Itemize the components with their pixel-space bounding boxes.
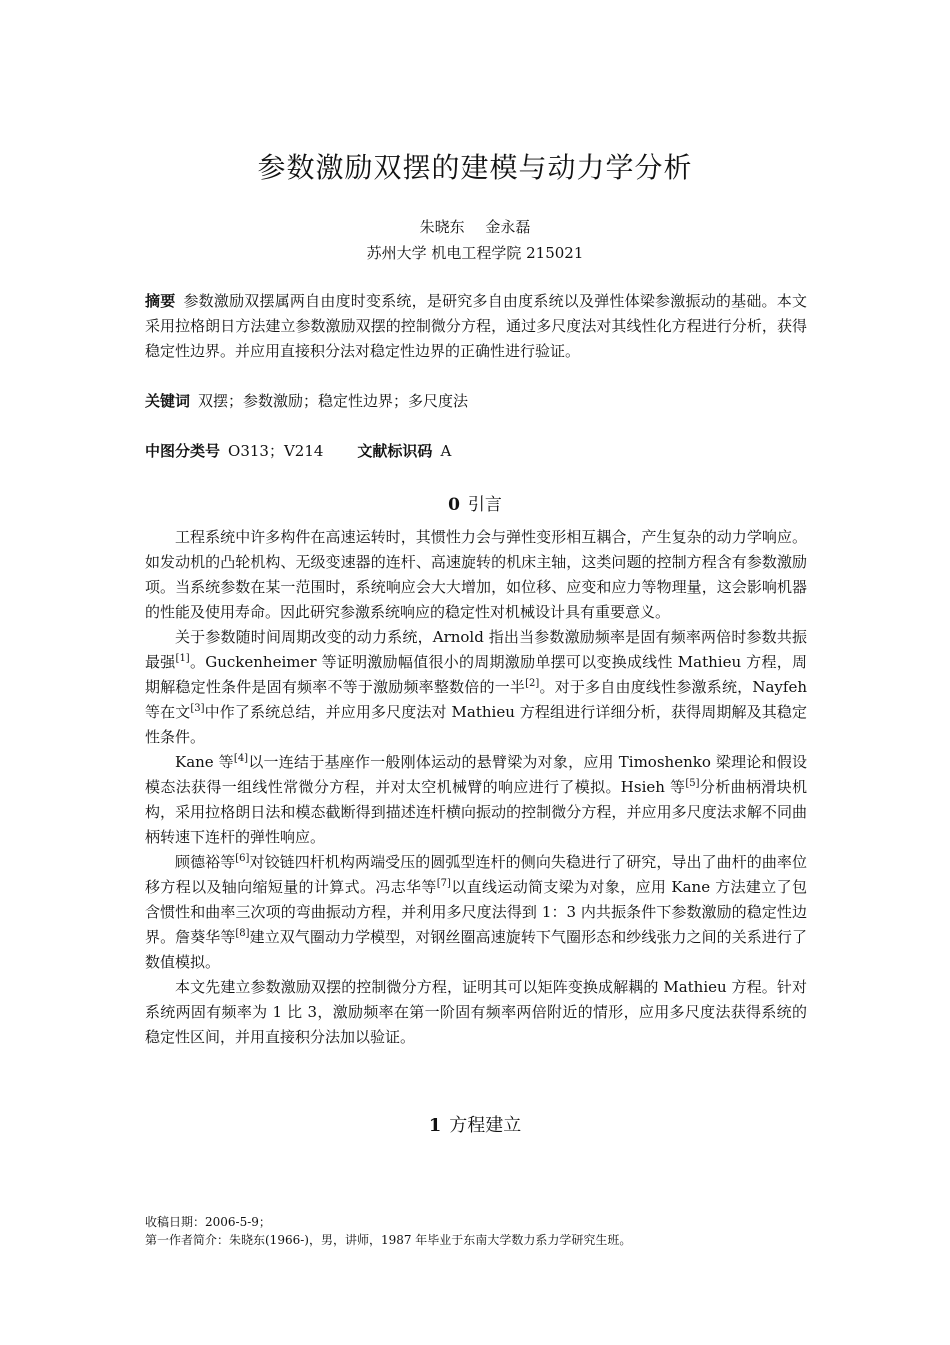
section-title: 方程建立 (449, 1115, 522, 1136)
paragraph: 本文先建立参数激励双摆的控制微分方程，证明其可以矩阵变换成解耦的 Mathieu 方程。针对系统两固有频率为 1 比 3，激励频率在第一阶固有频率两倍附近的情形，应用多尺度法获得系统的稳定性区间，并用直接积分法加以验证。 (145, 978, 807, 1046)
doc-code-value: A (440, 442, 452, 460)
section-heading-intro (0, 490, 950, 515)
clc-label: 中图分类号 (145, 442, 221, 460)
author-list (0, 216, 950, 237)
section-title: 引言 (467, 495, 502, 515)
author-name: 朱晓东 (419, 218, 465, 236)
footnotes (145, 1213, 825, 1249)
paper-title: 参数激励双摆的建模与动力学分析 (257, 151, 693, 184)
abstract-label: 摘要 (145, 292, 176, 310)
intro-body (145, 525, 807, 1050)
keywords-text: 双摆；参数激励；稳定性边界；多尺度法 (198, 392, 469, 410)
paragraph: Kane 等[4]以一连结于基座作一般刚体运动的悬臂梁为对象，应用 Timoshenko 梁理论和假设模态法获得一组线性常微分方程，并对太空机械臂的响应进行了模拟。Hsieh 等[5]分析曲柄滑块机构，采用拉格朗日法和模态截断得到描述连杆横向振动的控制微分方程，并应用多尺度法求解不同曲柄转速下连杆的弹性响应。 (145, 753, 807, 846)
citation-link[interactable]: [1] (175, 653, 190, 664)
author-bio: 第一作者简介：朱晓东(1966-)，男，讲师，1987 年毕业于东南大学数力系力学研究生班。 (145, 1233, 632, 1247)
classification-row (145, 439, 807, 464)
section-number: 0 (448, 495, 460, 515)
abstract-text: 参数激励双摆属两自由度时变系统，是研究多自由度系统以及弹性体梁参激振动的基础。本文采用拉格朗日方法建立参数激励双摆的控制微分方程，通过多尺度法对其线性化方程进行分析，获得稳定性边界。并应用直接积分法对稳定性边界的正确性进行验证。 (145, 292, 807, 360)
clc-value: O313；V214 (228, 442, 324, 460)
keywords (145, 389, 807, 414)
affiliation: 苏州大学 机电工程学院 215021 (366, 244, 584, 262)
paragraph: 工程系统中许多构件在高速运转时，其惯性力会与弹性变形相互耦合，产生复杂的动力学响应。如发动机的凸轮机构、无级变速器的连杆、高速旋转的机床主轴，这类问题的控制方程含有参数激励项。当系统参数在某一范围时，系统响应会大大增加，如位移、应变和应力等物理量，这会影响机器的性能及使用寿命。因此研究参激系统响应的稳定性对机械设计具有重要意义。 (145, 528, 807, 621)
keywords-label: 关键词 (145, 392, 191, 410)
citation-link[interactable]: [4] (233, 753, 249, 764)
doc-code-label: 文献标识码 (357, 442, 433, 460)
citation-link[interactable]: [6] (235, 853, 250, 864)
author-name: 金永磊 (485, 218, 531, 236)
paragraph: 顾德裕等[6]对铰链四杆机构两端受压的圆弧型连杆的侧向失稳进行了研究，导出了曲杆的曲率位移方程以及轴向缩短量的计算式。冯志华等[7]以直线运动简支梁为对象，应用 Kane 方法建立了包含惯性和曲率三次项的弯曲振动方程，并利用多尺度法得到 1：3 内共振条件下参数激励的稳定性边界。詹葵华等[8]建立双气圈动力学模型，对钢丝圈高速旋转下气圈形态和纱线张力之间的关系进行了数值模拟。 (145, 853, 807, 971)
citation-link[interactable]: [7] (436, 878, 451, 889)
paragraph: 关于参数随时间周期改变的动力系统，Arnold 指出当参数激励频率是固有频率两倍时参数共振最强[1]。Guckenheimer 等证明激励幅值很小的周期激励单摆可以变换成线性 Mathieu 方程，周期解稳定性条件是固有频率不等于激励频率整数倍的一半[2]。对于多自由度线性参激系统，Nayfeh 等在文[3]中作了系统总结，并应用多尺度法对 Mathieu 方程组进行详细分析，获得周期解及其稳定性条件。 (145, 628, 807, 746)
section-number: 1 (428, 1115, 442, 1136)
citation-link[interactable]: [5] (685, 778, 700, 789)
abstract (145, 289, 807, 364)
citation-link[interactable]: [8] (235, 928, 250, 939)
section-heading-equations (0, 1111, 950, 1137)
citation-link[interactable]: [2] (525, 678, 540, 689)
received-date: 收稿日期：2006-5-9； (145, 1215, 271, 1229)
citation-link[interactable]: [3] (190, 703, 205, 714)
